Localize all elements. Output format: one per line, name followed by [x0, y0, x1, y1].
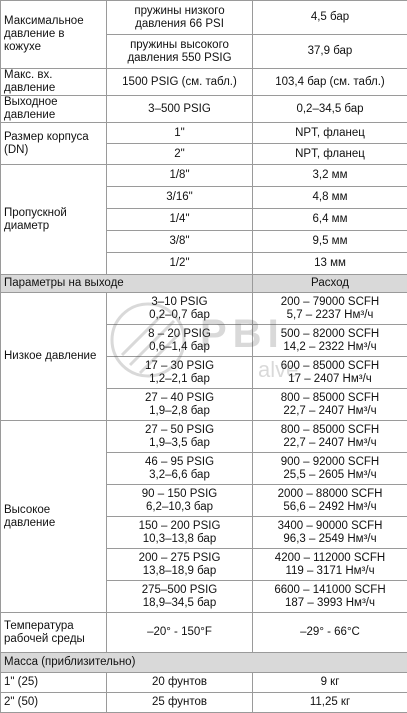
- max-pressure-value: 4,5 бар: [253, 1, 407, 35]
- outlet-pressure-psi: 3–500 PSIG: [107, 96, 253, 123]
- temperature-c: –29° - 66°C: [253, 613, 407, 653]
- low-pressure-range: 27 – 40 PSIG 1,9–2,8 бар: [107, 389, 253, 421]
- max-inlet-label: Макс. вх. давление: [1, 69, 107, 96]
- low-pressure-flow: 500 – 82000 SCFH 14,2 – 2322 Нм³/ч: [253, 325, 407, 357]
- orifice-mm: 3,2 мм: [253, 165, 407, 187]
- outlet-pressure-bar: 0,2–34,5 бар: [253, 96, 407, 123]
- mass-size: 2" (50): [1, 693, 107, 713]
- max-inlet-bar: 103,4 бар (см. табл.): [253, 69, 407, 96]
- table-row: [1, 1, 407, 35]
- high-pressure-flow: 4200 – 112000 SCFH 119 – 3171 Нм³/ч: [253, 549, 407, 581]
- temperature-label: Температура рабочей среды: [1, 613, 107, 653]
- orifice-mm: 9,5 мм: [253, 231, 407, 253]
- orifice-inch: 1/4": [107, 209, 253, 231]
- high-pressure-flow: 800 – 85000 SCFH 22,7 – 2407 Нм³/ч: [253, 421, 407, 453]
- orifice-mm: 6,4 мм: [253, 209, 407, 231]
- section-header-row: [1, 275, 407, 293]
- high-pressure-flow: 2000 – 88000 SCFH 56,6 – 2492 Нм³/ч: [253, 485, 407, 517]
- low-pressure-flow: 200 – 79000 SCFH 5,7 – 2237 Нм³/ч: [253, 293, 407, 325]
- table-row: [1, 693, 407, 713]
- max-pressure-condition: пружины низкого давления 66 PSI: [107, 1, 253, 35]
- svg-text:alve: alve: [258, 357, 298, 382]
- max-pressure-value: 37,9 бар: [253, 35, 407, 69]
- outlet-params-header: Параметры на выходе: [1, 275, 253, 293]
- low-pressure-flow: 600 – 85000 SCFH 17 – 2407 Нм³/ч: [253, 357, 407, 389]
- high-pressure-range: 150 – 200 PSIG 10,3–13,8 бар: [107, 517, 253, 549]
- table-row: [1, 69, 407, 96]
- table-row: [1, 96, 407, 123]
- table-row: [1, 165, 407, 187]
- table-row: [1, 421, 407, 453]
- body-size-value: 2": [107, 144, 253, 165]
- flow-header: Расход: [253, 275, 407, 293]
- max-pressure-label: Максимальное давление в кожухе: [1, 1, 107, 69]
- outlet-pressure-label: Выходное давление: [1, 96, 107, 123]
- low-pressure-range: 17 – 30 PSIG 1,2–2,1 бар: [107, 357, 253, 389]
- body-size-value: 1": [107, 123, 253, 144]
- orifice-inch: 3/8": [107, 231, 253, 253]
- high-pressure-range: 27 – 50 PSIG 1,9–3,5 бар: [107, 421, 253, 453]
- orifice-mm: 4,8 мм: [253, 187, 407, 209]
- high-pressure-label: Высокое давление: [1, 421, 107, 613]
- high-pressure-range: 46 – 95 PSIG 3,2–6,6 бар: [107, 453, 253, 485]
- mass-size: 1" (25): [1, 673, 107, 693]
- low-pressure-range: 3–10 PSIG 0,2–0,7 бар: [107, 293, 253, 325]
- orifice-inch: 3/16": [107, 187, 253, 209]
- orifice-inch: 1/2": [107, 253, 253, 275]
- body-size-label: Размер корпуса (DN): [1, 123, 107, 165]
- high-pressure-flow: 900 – 92000 SCFH 25,5 – 2605 Нм³/ч: [253, 453, 407, 485]
- body-size-connection: NPT, фланец: [253, 123, 407, 144]
- max-pressure-condition: пружины высокого давления 550 PSIG: [107, 35, 253, 69]
- orifice-mm: 13 мм: [253, 253, 407, 275]
- mass-kg: 9 кг: [253, 673, 407, 693]
- section-header-row: [1, 653, 407, 673]
- table-row: [1, 673, 407, 693]
- mass-kg: 11,25 кг: [253, 693, 407, 713]
- high-pressure-flow: 6600 – 141000 SCFH 187 – 3993 Нм³/ч: [253, 581, 407, 613]
- mass-header: Масса (приблизительно): [1, 653, 407, 673]
- low-pressure-label: Низкое давление: [1, 293, 107, 421]
- body-size-connection: NPT, фланец: [253, 144, 407, 165]
- temperature-f: –20° - 150°F: [107, 613, 253, 653]
- svg-text:PBI: PBI: [200, 312, 285, 356]
- high-pressure-range: 200 – 275 PSIG 13,8–18,9 бар: [107, 549, 253, 581]
- low-pressure-flow: 800 – 85000 SCFH 22,7 – 2407 Нм³/ч: [253, 389, 407, 421]
- orifice-inch: 1/8": [107, 165, 253, 187]
- high-pressure-range: 90 – 150 PSIG 6,2–10,3 бар: [107, 485, 253, 517]
- table-row: [1, 293, 407, 325]
- mass-lb: 25 фунтов: [107, 693, 253, 713]
- table-row: [1, 123, 407, 144]
- mass-lb: 20 фунтов: [107, 673, 253, 693]
- table-row: [1, 613, 407, 653]
- low-pressure-range: 8 – 20 PSIG 0,6–1,4 бар: [107, 325, 253, 357]
- max-inlet-psi: 1500 PSIG (см. табл.): [107, 69, 253, 96]
- high-pressure-range: 275–500 PSIG 18,9–34,5 бар: [107, 581, 253, 613]
- orifice-label: Пропускной диаметр: [1, 165, 107, 275]
- high-pressure-flow: 3400 – 90000 SCFH 96,3 – 2549 Нм³/ч: [253, 517, 407, 549]
